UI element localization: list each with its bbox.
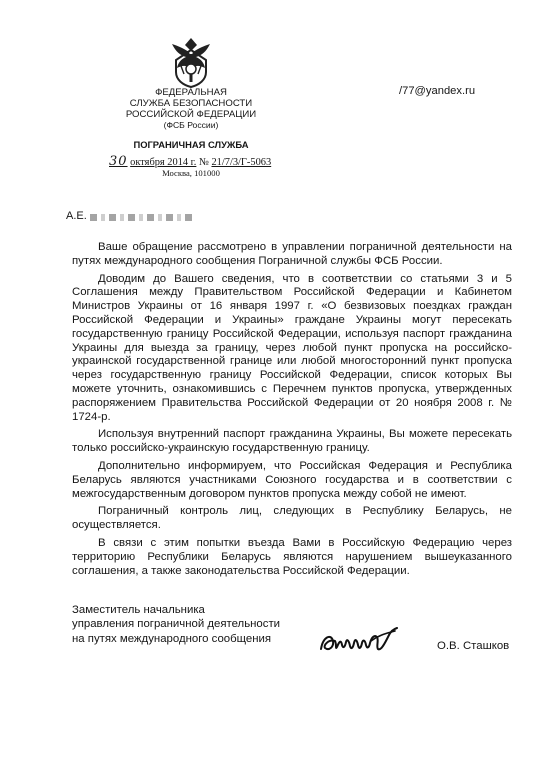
signer-title-line-2: управления пограничной деятельности [72, 618, 281, 631]
body-paragraph: Ваше обращение рассмотрено в управлении пограничной деятельности на путях международного сообщения Пограничной службы ФСБ России. [72, 241, 512, 267]
addressee-initials: А.Е. [66, 210, 87, 222]
body-paragraph: Дополнительно информируем, что Российская Федерация и Республика Беларусь являются участниками Союзного государства и в соответствии с межгосударственным договором пунктов пропуска между собой не имеют. [72, 459, 512, 500]
org-line-2: СЛУЖБА БЕЗОПАСНОСТИ [129, 98, 253, 109]
letter-number-prefix: № [196, 157, 212, 168]
recipient-email: /77@yandex.ru [399, 85, 476, 97]
signer-name: О.В. Сташков [437, 640, 510, 652]
body-paragraph: Пограничный контроль лиц, следующих в Республику Беларусь, не осуществляется. [72, 505, 512, 532]
letter-date-day: 30 [109, 154, 128, 169]
body-paragraph: Доводим до Вашего сведения, что в соответствии со статьями 3 и 5 Соглашения между Правительством Российской Федерации и Кабинетом Министров Украины от 16 января 1997 г. «О безвизовых поездках граждан Российской Федерации и Украины» граждане Украины могут пересекать государственную границу Российской Федерации, используя паспорт гражданина Украины для выезда за границу, через любой пункт пропуска на российско-украинской государственной границе или любой многосторонний пункт пропуска через государственную границу Российской Федерации, список которых Вы можете уточнить, ознакомившись с Перечнем пунктов пропуска, утвержденных распоряжением Правительства Российской Федерации от 20 ноября 2008 г. № 1724-р. [72, 272, 512, 423]
letterhead-city: Москва, 101000 [162, 168, 220, 178]
signer-title [72, 603, 280, 646]
org-line-3: РОССИЙСКОЙ ФЕДЕРАЦИИ [125, 109, 257, 120]
letterhead-organization [103, 87, 279, 131]
fsb-emblem-icon [168, 36, 214, 88]
signer-title-line-1: Заместитель начальника [72, 604, 205, 616]
body-paragraph: Используя внутренний паспорт гражданина Украины, Вы можете пересекать только российско-украинскую государственную границу. [72, 428, 512, 455]
letter-date-number [109, 154, 279, 169]
org-line-1: ФЕДЕРАЛЬНАЯ [155, 87, 227, 98]
org-abbreviation: (ФСБ России) [163, 120, 219, 130]
signer-title-line-3: на путях международного сообщения [72, 632, 272, 645]
letter-number: 21/7/3/Г-5063 [211, 157, 272, 168]
letterhead-service: ПОГРАНИЧНАЯ СЛУЖБА [133, 139, 249, 150]
letter-body [72, 241, 512, 582]
body-paragraph: В связи с этим попытки въезда Вами в Российскую Федерацию через территорию Республики Беларусь являются нарушением вышеуказанного соглашения, а также законодательства Российской Федерации. [72, 536, 512, 577]
letter-date-rest: октября 2014 г. [130, 157, 197, 168]
handwritten-signature [315, 623, 413, 659]
addressee [66, 210, 196, 222]
redacted-surname [90, 214, 196, 221]
